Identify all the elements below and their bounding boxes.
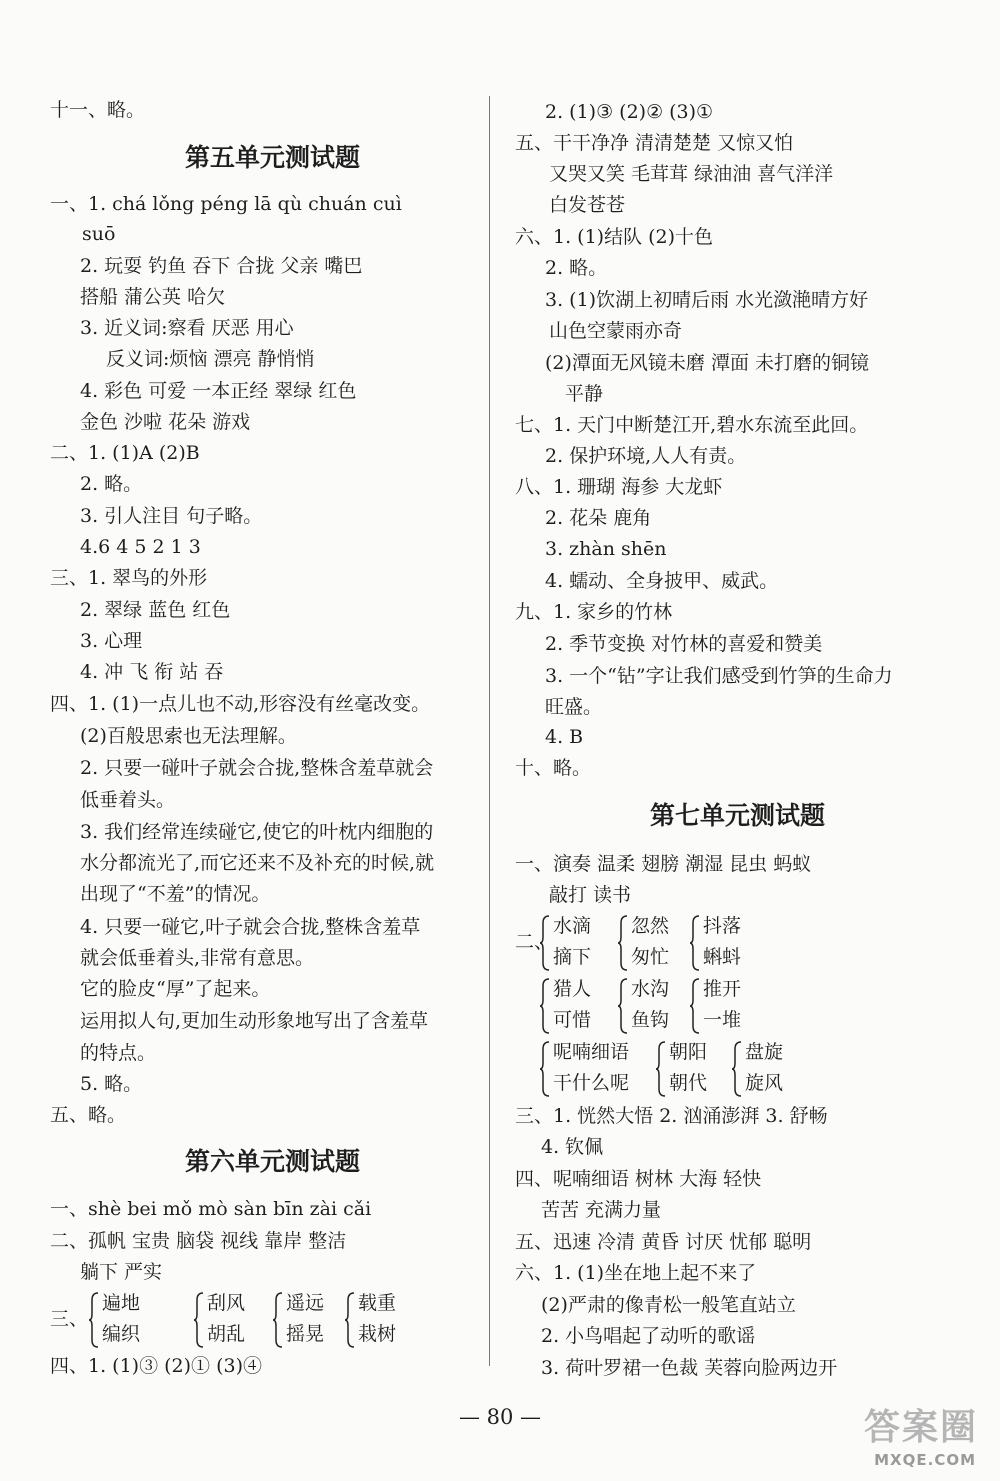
word-pair-group	[689, 974, 769, 1036]
answer-line: 三、1. 翠鸟的外形	[50, 567, 208, 589]
answer-line: 2. 只要一碰叶子就会合拢,整株含羞草就会	[80, 757, 434, 779]
word-pair-group	[539, 1037, 649, 1099]
answer-line: suō	[82, 223, 116, 245]
answer-line: 5. 略。	[80, 1073, 143, 1095]
answer-line: 二、孤帆 宝贵 脑袋 视线 靠岸 整洁	[50, 1230, 347, 1252]
answer-line: 白发苍苍	[549, 194, 626, 216]
word: 忽然	[631, 915, 670, 937]
answer-line: 一、1. chá lǒng péng lā qù chuán cuì	[50, 193, 402, 215]
answer-line: 三、	[50, 1308, 89, 1330]
word: 载重	[358, 1292, 397, 1314]
word: 抖落	[703, 915, 742, 937]
answer-line: 低垂着头。	[80, 789, 176, 811]
word: 水沟	[631, 978, 670, 1000]
answer-line: 的特点。	[80, 1042, 157, 1064]
answer-line: 五、干干净净 清清楚楚 又惊又怕	[515, 132, 794, 154]
answer-line: 山色空蒙雨亦奇	[549, 320, 683, 342]
word: 朝代	[669, 1072, 708, 1094]
answer-line: (2)严肃的像青松一般笔直站立	[541, 1294, 796, 1316]
word: 干什么呢	[553, 1072, 630, 1094]
brace-icon	[689, 978, 701, 1034]
word-pair-group	[193, 1288, 283, 1350]
answer-line: 3. 近义词:察看 厌恶 用心	[80, 317, 294, 339]
answer-line: 平静	[565, 383, 604, 405]
brace-icon	[617, 915, 629, 971]
answer-line: 二、	[515, 931, 554, 953]
answer-line: 十一、略。	[50, 99, 146, 121]
answer-line: 4.6 4 5 2 1 3	[80, 536, 201, 558]
word-pair-group	[731, 1037, 811, 1099]
answer-line: 六、1. (1)坐在地上起不来了	[515, 1262, 757, 1284]
word-pair-group	[617, 974, 697, 1036]
word: 呢喃细语	[553, 1041, 630, 1063]
answer-line: 4. 蠕动、全身披甲、威武。	[545, 570, 779, 592]
answer-line: 3. 一个“钻”字让我们感受到竹笋的生命力	[545, 665, 893, 687]
answer-line: (2)潭面无风镜未磨 潭面 未打磨的铜镜	[545, 352, 869, 374]
word: 胡乱	[207, 1323, 246, 1345]
answer-line: 3. (1)饮湖上初晴后雨 水光潋滟晴方好	[545, 289, 869, 311]
brace-icon	[731, 1041, 743, 1097]
answer-line: 三、1. 恍然大悟 2. 汹涌澎湃 3. 舒畅	[515, 1105, 828, 1127]
answer-line: 2. (1)③ (2)② (3)①	[545, 101, 714, 123]
column-divider	[489, 96, 490, 1366]
watermark-site: MXQE.COM	[874, 1451, 976, 1469]
word-pair-group	[539, 974, 619, 1036]
word: 摇晃	[286, 1323, 325, 1345]
word: 匆忙	[631, 946, 670, 968]
word-pair-group	[539, 911, 619, 973]
brace-icon	[655, 1041, 667, 1097]
word: 栽树	[358, 1323, 397, 1345]
answer-line: 四、呢喃细语 树林 大海 轻快	[515, 1168, 762, 1190]
brace-icon	[88, 1292, 100, 1348]
answer-line: 4. 彩色 可爱 一本正经 翠绿 红色	[80, 380, 357, 402]
answer-line: 水分都流光了,而它还来不及补充的时候,就	[80, 852, 435, 874]
brace-icon	[539, 915, 551, 971]
section-title-unit5: 第五单元测试题	[184, 143, 360, 172]
answer-line: 出现了“不羞”的情况。	[80, 883, 271, 905]
answer-line: 二、1. (1)A (2)B	[50, 442, 200, 464]
answer-line: 3. zhàn shēn	[545, 538, 667, 560]
word: 盘旋	[745, 1041, 784, 1063]
word: 朝阳	[669, 1041, 708, 1063]
answer-line: 2. 小鸟唱起了动听的歌谣	[541, 1325, 756, 1347]
answer-line: 八、1. 珊瑚 海参 大龙虾	[515, 476, 723, 498]
word: 旋风	[745, 1072, 784, 1094]
word: 蝌蚪	[703, 946, 742, 968]
answer-line: 四、1. (1)一点儿也不动,形容没有丝毫改变。	[50, 693, 431, 715]
word-pair-group	[655, 1037, 735, 1099]
answer-line: 十、略。	[515, 757, 592, 779]
answer-line: 4. 只要一碰它,叶子就会合拢,整株含羞草	[80, 916, 421, 938]
section-title-unit6: 第六单元测试题	[184, 1147, 360, 1176]
answer-line: 3. 引人注目 句子略。	[80, 505, 263, 527]
answer-line: 2. 略。	[545, 257, 608, 279]
word: 摘下	[553, 946, 592, 968]
watermark-logo	[820, 1395, 990, 1475]
answer-line: 金色 沙啦 花朵 游戏	[80, 411, 251, 433]
word-pair-group	[344, 1288, 434, 1350]
word: 刮风	[207, 1292, 246, 1314]
answer-line: 2. 季节变换 对竹林的喜爱和赞美	[545, 633, 823, 655]
answer-line: 3. 荷叶罗裙一色裁 芙蓉向脸两边开	[541, 1357, 838, 1379]
answer-line: 搭船 蒲公英 哈欠	[80, 286, 226, 308]
answer-line: 又哭又笑 毛茸茸 绿油油 喜气洋洋	[549, 163, 834, 185]
brace-icon	[689, 915, 701, 971]
brace-icon	[272, 1292, 284, 1348]
answer-line: 七、1. 天门中断楚江开,碧水东流至此回。	[515, 414, 869, 436]
word: 可惜	[553, 1009, 592, 1031]
word: 推开	[703, 978, 742, 1000]
answer-line: 2. 保护环境,人人有责。	[545, 445, 747, 467]
word: 猎人	[553, 978, 592, 1000]
answer-line: 4. 冲 飞 衔 站 吞	[80, 661, 224, 683]
answer-line: (2)百般思索也无法理解。	[80, 725, 297, 747]
answer-line: 2. 略。	[80, 473, 143, 495]
answer-line: 就会低垂着头,非常有意思。	[80, 947, 315, 969]
answer-line: 2. 玩耍 钓鱼 吞下 合拢 父亲 嘴巴	[80, 255, 363, 277]
section-title-unit7: 第七单元测试题	[649, 801, 825, 830]
word: 鱼钩	[631, 1009, 670, 1031]
word: 遍地	[102, 1292, 141, 1314]
brace-icon	[193, 1292, 205, 1348]
answer-line: 一、shè bei mǒ mò sàn bīn zài cǎi	[50, 1198, 372, 1220]
answer-line: 六、1. (1)结队 (2)十色	[515, 226, 714, 248]
word-pair-group	[689, 911, 769, 973]
word-pair-group	[617, 911, 697, 973]
answer-line: 九、1. 家乡的竹林	[515, 601, 673, 623]
word-pair-group	[88, 1288, 178, 1350]
answer-line: 3. 我们经常连续碰它,使它的叶枕内细胞的	[80, 821, 434, 843]
brace-icon	[539, 1041, 551, 1097]
answer-line: 2. 翠绿 蓝色 红色	[80, 599, 231, 621]
answer-line: 五、迅速 冷清 黄昏 讨厌 忧郁 聪明	[515, 1231, 812, 1253]
word: 一堆	[703, 1009, 742, 1031]
word: 遥远	[286, 1292, 325, 1314]
brace-icon	[617, 978, 629, 1034]
brace-icon	[539, 978, 551, 1034]
word: 编织	[102, 1323, 141, 1345]
page-number: — 80 —	[458, 1405, 542, 1429]
answer-line: 四、1. (1)③ (2)① (3)④	[50, 1355, 262, 1377]
answer-line: 2. 花朵 鹿角	[545, 507, 652, 529]
answer-line: 4. 钦佩	[541, 1136, 604, 1158]
answer-line: 旺盛。	[545, 696, 603, 718]
answer-line: 4. B	[545, 726, 584, 748]
answer-line: 3. 心理	[80, 630, 143, 652]
answer-line: 反义词:烦恼 漂亮 静悄悄	[106, 348, 315, 370]
watermark-glyphs: 答案圈	[863, 1407, 978, 1448]
answer-line: 苦苦 充满力量	[541, 1199, 662, 1221]
brace-icon	[344, 1292, 356, 1348]
answer-line: 运用拟人句,更加生动形象地写出了含羞草	[80, 1010, 429, 1032]
answer-line: 五、略。	[50, 1104, 127, 1126]
answer-line: 敲打 读书	[549, 884, 632, 906]
answer-line: 躺下 严实	[80, 1261, 163, 1283]
answer-line: 它的脸皮“厚”了起来。	[80, 978, 271, 1000]
answer-line: 一、演奏 温柔 翅膀 潮湿 昆虫 蚂蚁	[515, 853, 812, 875]
word: 水滴	[553, 915, 592, 937]
